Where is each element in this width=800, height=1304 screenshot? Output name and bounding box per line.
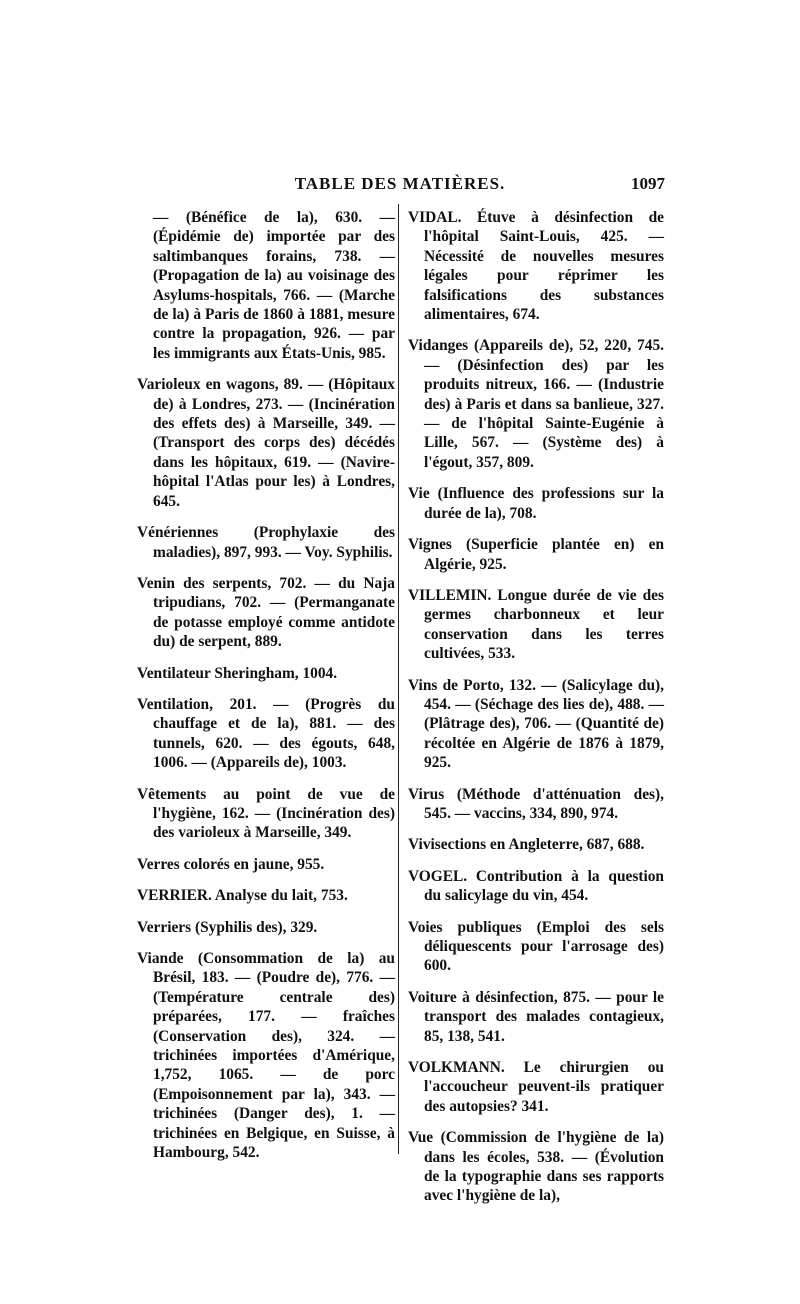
index-entry: Vidanges (Appareils de), 52, 220, 745. — (Désinfection des) par les produits nitreux, 166. — (Industrie des) à Paris et dans sa banlieue, 327. — de l'hôpital Sainte-Eugénie à Lille, 567. — (Système des) à l'égout, 357, 809. xyxy=(408,337,664,471)
index-entry: Voies publiques (Emploi des sels déliquescents pour l'arrosage des) 600. xyxy=(408,918,664,975)
index-entry: Virus (Méthode d'atténuation des), 545. — vaccins, 334, 890, 974. xyxy=(408,785,664,822)
index-entry: Vignes (Superficie plantée en) en Algérie, 925. xyxy=(408,536,664,573)
index-entry: Viande (Consommation de la) au Brésil, 183. — (Poudre de), 776. — (Température centrale des) préparées, 177. — fraîches (Conservation des), 324. — trichinées importées d'Amérique, 1,752, 1065. — de porc (Empoisonnement par la), 343. — trichinées (Danger des), 1. — trichinées en Belgique, en Suisse, à Hambourg, 542. xyxy=(137,950,395,1162)
index-entry: Vue (Commission de l'hygiène de la) dans les écoles, 538. — (Évolution de la typographie dans ses rapports avec l'hygiène de la), xyxy=(408,1129,664,1205)
index-entry: Voiture à désinfection, 875. — pour le transport des malades contagieux, 85, 138, 541. xyxy=(408,988,664,1045)
index-entry: Vie (Influence des professions sur la durée de la), 708. xyxy=(408,485,664,522)
index-entry: Verriers (Syphilis des), 329. xyxy=(137,918,318,936)
running-title: TABLE DES MATIÈRES. xyxy=(294,174,506,193)
page-header xyxy=(135,174,665,198)
index-entry: VOLKMANN. Le chirurgien ou l'accoucheur peuvent-ils pratiquer des autopsies? 341. xyxy=(408,1059,664,1115)
index-entry: VOGEL. Contribution à la question du salicylage du vin, 454. xyxy=(408,867,664,905)
index-entry: Vins de Porto, 132. — (Salicylage du), 454. — (Séchage des lies de), 488. — (Plâtrage des), 706. — (Quantité de) récoltée en Algérie de 1876 à 1879, 925. xyxy=(408,676,664,772)
index-entry: Vêtements au point de vue de l'hygiène, 162. — (Incinération des) des varioleux à Marseille, 349. xyxy=(137,785,395,842)
page-number: 1097 xyxy=(631,174,665,193)
index-entry: Verres colorés en jaune, 955. xyxy=(137,855,325,873)
index-entry: VILLEMIN. Longue durée de vie des germes charbonneux et leur conservation dans les terres cultivées, 533. xyxy=(408,586,664,663)
right-column xyxy=(408,208,664,1218)
index-entry: Vénériennes (Prophylaxie des maladies), 897, 993. — Voy. Syphilis. xyxy=(137,524,395,561)
index-entry: Venin des serpents, 702. — du Naja tripudians, 702. — (Permanganate de potasse employé comme antidote du) de serpent, 889. xyxy=(137,574,395,651)
index-entry: — (Bénéfice de la), 630. — (Épidémie de) importée par des saltimbanques forains, 738. — (Propagation de la) au voisinage des Asylums-hospitals, 766. — (Marche de la) à Paris de 1860 à 1881, mesure contre la propagation, 926. — par les immigrants aux États-Unis, 985. xyxy=(153,209,395,362)
index-entry: Ventilateur Sheringham, 1004. xyxy=(137,664,338,682)
index-entry: Varioleux en wagons, 89. — (Hôpitaux de) à Londres, 273. — (Incinération des effets des) à Marseille, 349. —(Transport des corps des) décédés dans les hôpitaux, 619. — (Navire-hôpital l'Atlas pour les) à Londres, 645. xyxy=(137,376,395,510)
index-entry: Vivisections en Angleterre, 687, 688. xyxy=(408,836,645,854)
index-entry: VERRIER. Analyse du lait, 753. xyxy=(137,887,348,905)
left-column xyxy=(137,208,395,1174)
index-entry: Ventilation, 201. — (Progrès du chauffage et de la), 881. — des tunnels, 620. — des égouts, 648, 1006. — (Appareils de), 1003. xyxy=(137,695,395,772)
column-divider xyxy=(398,204,399,1154)
index-entry: VIDAL. Étuve à désinfection de l'hôpital Saint-Louis, 425. — Nécessité de nouvelles mesures légales pour réprimer les falsifications des substances alimentaires, 674. xyxy=(408,209,664,324)
